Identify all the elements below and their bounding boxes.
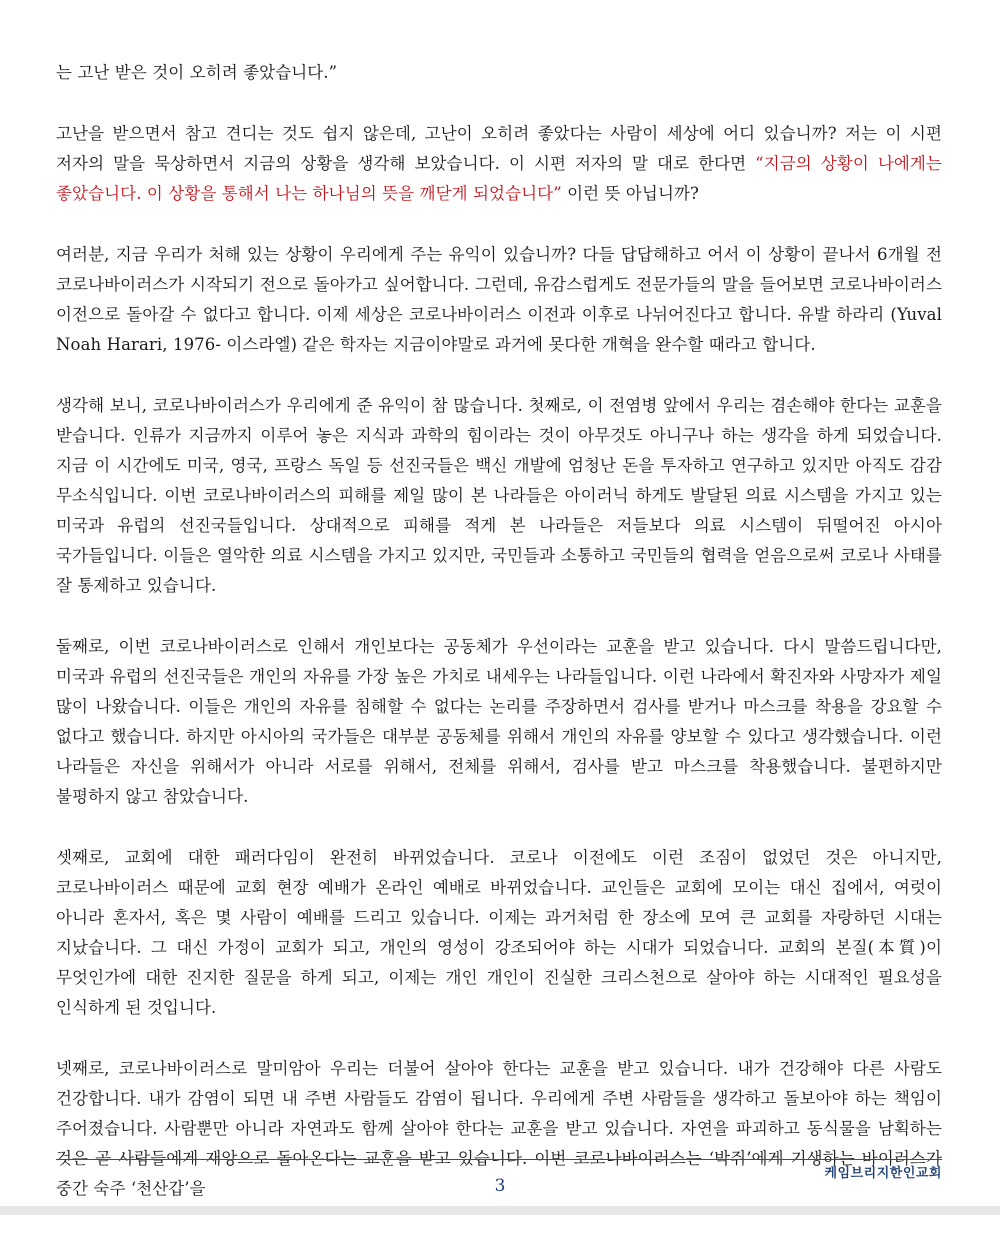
paragraph-1-text-before: 고난을 받으면서 참고 견디는 것도 쉽지 않은데, 고난이 오히려 좋았다는 사람이 세상에 어디 있습니까? 저는 이 시편 저자의 말을 묵상하면서 지금의 상황을 생각해 보았습니다. 이 시편 저자의 말 대로 한다면 [56, 124, 942, 173]
paragraph-3: 생각해 보니, 코로나바이러스가 우리에게 준 유익이 참 많습니다. 첫째로, 이 전염병 앞에서 우리는 겸손해야 한다는 교훈을 받습니다. 인류가 지금까지 이루어 놓은 지식과 과학의 힘이라는 것이 아무것도 아니구나 하는 생각을 하게 되었습니다. 지금 이 시간에도 미국, 영국, 프랑스 독일 등 선진국들은 백신 개발에 엄청난 돈을 투자하고 연구하고 있지만 아직도 감감 무소식입니다. 이번 코로나바이러스의 피해를 제일 많이 본 나라들은 아이러닉 하게도 발달된 의료 시스템을 가지고 있는 미국과 유럽의 선진국들입니다. 상대적으로 피해를 적게 본 나라들은 저들보다 의료 시스템이 뒤떨어진 아시아 국가들입니다. 이들은 열악한 의료 시스템을 가지고 있지만, 국민들과 소통하고 국민들의 협력을 얻음으로써 코로나 사태를 잘 통제하고 있습니다. [56, 396, 942, 595]
paragraph-5: 셋째로, 교회에 대한 패러다임이 완전히 바뀌었습니다. 코로나 이전에도 이런 조짐이 없었던 것은 아니지만, 코로나바이러스 때문에 교회 현장 예배가 온라인 예배로 바뀌었습니다. 교인들은 교회에 모이는 대신 집에서, 여럿이 아니라 혼자서, 혹은 몇 사람이 예배를 드리고 있습니다. 이제는 과거처럼 한 장소에 모여 큰 교회를 자랑하던 시대는 지났습니다. 그 대신 가정이 교회가 되고, 개인의 영성이 강조되어야 하는 시대가 되었습니다. 교회의 본질(本質)이 무엇인가에 대한 진지한 질문을 하게 되고, 이제는 개인 개인이 진실한 크리스천으로 살아야 하는 시대적인 필요성을 인식하게 된 것입니다. [56, 848, 942, 1017]
paragraph-1-text-after: 이런 뜻 아닙니까? [561, 184, 699, 203]
paragraph-1 [56, 119, 942, 209]
paragraph-6: 넷째로, 코로나바이러스로 말미암아 우리는 더불어 살아야 한다는 교훈을 받고 있습니다. 내가 건강해야 다른 사람도 건강합니다. 내가 감염이 되면 내 주변 사람들도 감염이 됩니다. 우리에게 주변 사람들을 생각하고 돌보아야 하는 책임이 주어졌습니다. 사람뿐만 아니라 자연과도 함께 살아야 한다는 교훈을 받고 있습니다. 자연을 파괴하고 동식물을 남획하는 것은 곧 사람들에게 재앙으로 돌아온다는 교훈을 받고 있습니다. 이번 코로나바이러스는 ‘박쥐’에게 기생하는 바이러스가 중간 숙주 ‘천산갑’을 [56, 1059, 942, 1198]
sermon-body [56, 58, 942, 1235]
highlighted-quote: “지금의 상황이 나에게는 좋았습니다. 이 상황을 통해서 나는 하나님의 뜻을 깨닫게 되었습니다” [56, 154, 942, 203]
paragraph-0: 는 고난 받은 것이 오히려 좋았습니다.” [56, 63, 338, 82]
paragraph-2: 여러분, 지금 우리가 처해 있는 상황이 우리에게 주는 유익이 있습니까? 다들 답답해하고 어서 이 상황이 끝나서 6개월 전 코로나바이러스가 시작되기 전으로 돌아가고 싶어합니다. 그런데, 유감스럽게도 전문가들의 말을 들어보면 코로나바이러스 이전으로 돌아갈 수 없다고 합니다. 이제 세상은 코로나바이러스 이전과 이후로 나뉘어진다고 합니다. 유발 하라리 (Yuval Noah Harari, 1976- 이스라엘) 같은 학자는 지금이야말로 과거에 못다한 개혁을 완수할 때라고 합니다. [56, 245, 942, 354]
page-number: 3 [494, 1176, 506, 1196]
paragraph-4: 둘째로, 이번 코로나바이러스로 인해서 개인보다는 공동체가 우선이라는 교훈을 받고 있습니다. 다시 말씀드립니다만, 미국과 유럽의 선진국들은 개인의 자유를 가장 높은 가치로 내세우는 나라들입니다. 이런 나라에서 확진자와 사망자가 제일 많이 나왔습니다. 이들은 개인의 자유를 침해할 수 없다는 논리를 주장하면서 검사를 받거나 마스크를 착용을 강요할 수 없다고 했습니다. 하지만 아시아의 국가들은 대부분 공동체를 위해서 개인의 자유를 양보할 수 있다고 생각했습니다. 이런 나라들은 자신을 위해서가 아니라 서로를 위해서, 전체를 위해서, 검사를 받고 마스크를 착용했습니다. 불편하지만 불평하지 않고 참았습니다. [56, 637, 942, 806]
footer-church-name: 케임브리지한인교회 [824, 1166, 942, 1181]
page-bottom-edge [0, 1206, 1000, 1215]
footer-divider [56, 1159, 942, 1160]
